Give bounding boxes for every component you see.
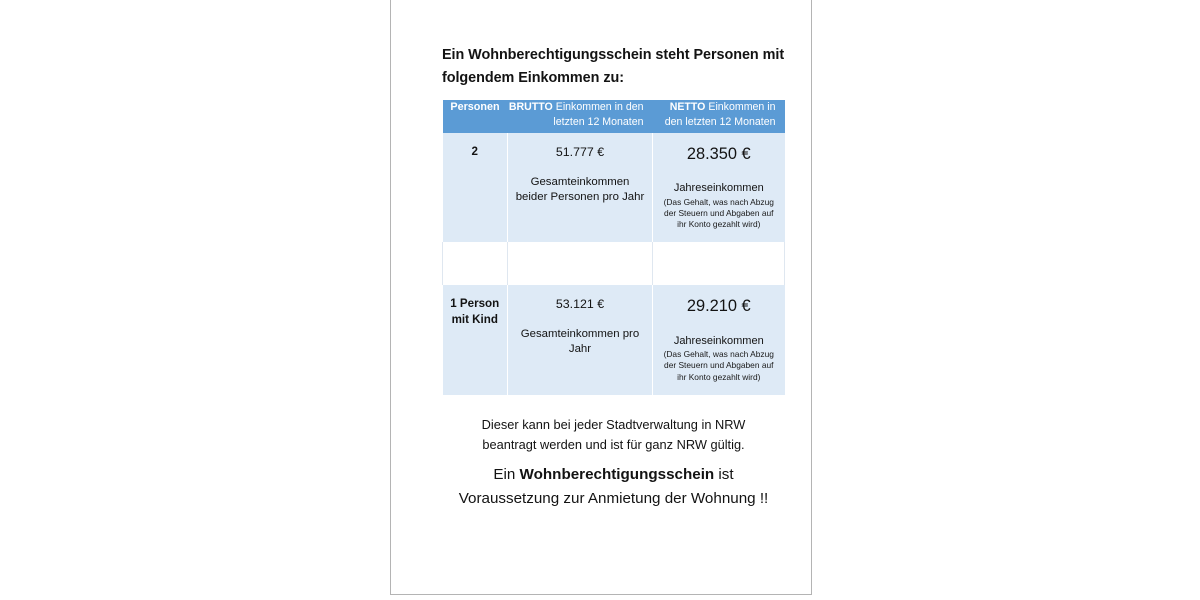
cell-netto (653, 133, 785, 243)
headline-line-1: Ein Wohnberechtigungsschein steht Personen mit (442, 47, 785, 63)
table-header-row (443, 100, 785, 133)
column-header-personen: Personen (450, 100, 500, 113)
cell-netto (653, 285, 785, 395)
spacer-cell-brutto (508, 242, 653, 285)
table-spacer-row (443, 242, 785, 285)
outro-paragraph-2 (442, 463, 785, 512)
spacer-cell-netto (653, 242, 785, 285)
page-content (442, 44, 785, 511)
outro-p2-line-2: Voraussetzung zur Anmietung der Wohnung !! (458, 490, 769, 508)
column-header-brutto (508, 100, 653, 133)
outro-p2-prefix: Ein (493, 465, 520, 483)
brutto-header-text: Einkommen in den letzten 12 Monaten (553, 100, 644, 128)
netto-note: (Das Gehalt, was nach Abzug der Steuern und Abgaben auf ihr Konto gezahlt wird) (663, 196, 774, 229)
brutto-amount: 53.121 € (555, 297, 605, 312)
column-header-netto (653, 100, 785, 133)
outro-section (442, 415, 785, 512)
netto-description: Jahreseinkommen (673, 182, 764, 194)
page-title (442, 44, 785, 90)
outro-p2-emphasis: Wohnberechtigungsschein (519, 465, 715, 483)
table-row (443, 285, 785, 395)
brutto-keyword: BRUTTO (508, 100, 553, 113)
cell-brutto (508, 133, 653, 243)
personen-value: 2 (471, 144, 478, 158)
document-page (390, 0, 812, 595)
table-header (443, 100, 785, 133)
brutto-description: Gesamteinkommen pro Jahr (520, 328, 640, 356)
netto-note: (Das Gehalt, was nach Abzug der Steuern und Abgaben auf ihr Konto gezahlt wird) (663, 349, 774, 382)
netto-description: Jahreseinkommen (673, 334, 764, 347)
personen-value: 1 Person mit Kind (450, 297, 500, 327)
outro-p1-line-2: beantragt werden und ist für ganz NRW gültig. (482, 437, 745, 453)
outro-p1-line-1: Dieser kann bei jeder Stadtverwaltung in NRW (481, 416, 746, 432)
table-row (443, 133, 785, 243)
netto-header-text: Einkommen in den letzten 12 Monaten (664, 100, 776, 128)
outro-p2-suffix: ist (714, 465, 734, 483)
headline-line-2: folgendem Einkommen zu: (442, 69, 624, 86)
netto-amount: 28.350 € (686, 144, 751, 163)
cell-personen (443, 133, 508, 243)
brutto-amount: 51.777 € (555, 144, 605, 159)
brutto-description: Gesamteinkommen beider Personen pro Jahr (515, 175, 645, 203)
table-body (443, 133, 785, 395)
cell-brutto (508, 285, 653, 395)
spacer-cell-personen (443, 242, 508, 285)
netto-amount: 29.210 € (686, 297, 751, 316)
netto-keyword: NETTO (669, 100, 706, 113)
cell-personen (443, 285, 508, 395)
outro-paragraph-1 (442, 415, 785, 456)
income-requirements-table (442, 100, 785, 395)
